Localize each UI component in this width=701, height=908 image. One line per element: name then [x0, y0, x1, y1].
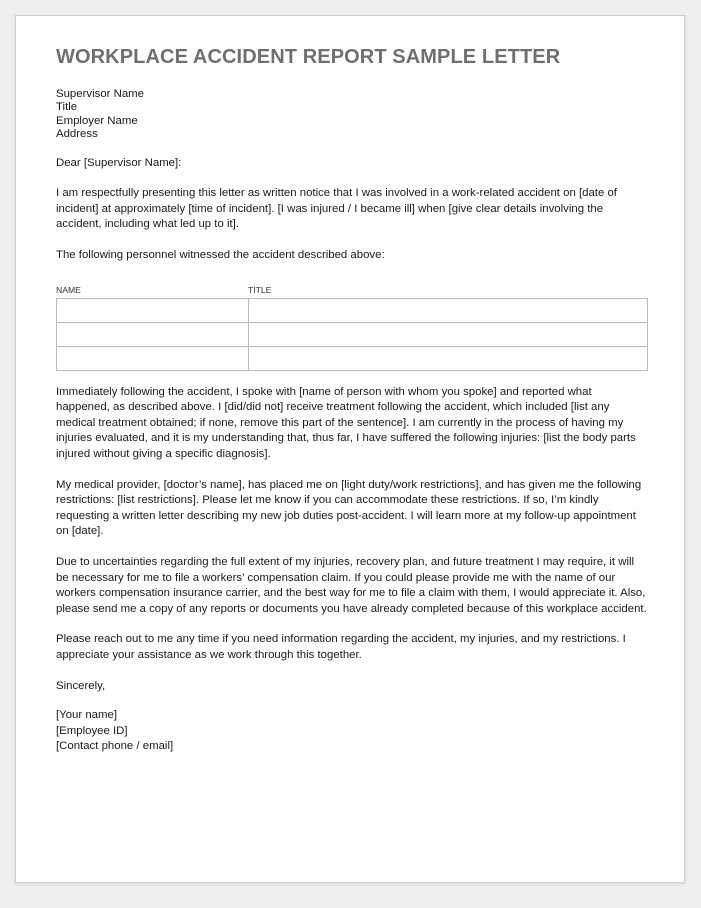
table-row	[57, 322, 648, 346]
signature-contact: [Contact phone / email]	[56, 740, 174, 753]
document-page	[15, 15, 685, 883]
letter-title: WORKPLACE ACCIDENT REPORT SAMPLE LETTER	[56, 46, 561, 68]
witness-title-cell[interactable]	[249, 298, 648, 322]
address-line-employer-name: Employer Name	[56, 114, 138, 127]
address-line-supervisor-name: Supervisor Name	[56, 88, 144, 100]
witness-table	[56, 298, 648, 371]
paragraph-compensation: Due to uncertainties regarding the full extent of my injuries, recovery plan, and future treatment I may require, it will be necessary for me to file a workers’ compensation claim. If you could please provide me with the name of our workers compensation insurance carrier, and the best way for me to file a claim with them, I would appreciate it. Also, please send me a copy of any reports or documents you have already completed because of this workplace accident.	[56, 555, 647, 615]
witness-title-cell[interactable]	[249, 346, 648, 370]
paragraph-contact: Please reach out to me any time if you need information regarding the accident, my injuries, and my restrictions. I appreciate your assistance as we work through this together.	[56, 633, 626, 661]
greeting: Dear [Supervisor Name]:	[56, 156, 182, 169]
paragraph-notice: I am respectfully presenting this letter as written notice that I was involved in a work-related accident on [date of incident] at approximately [time of incident]. [I was injured / I became ill] when [give clear details involving the accident, including what led up to it].	[56, 187, 617, 231]
header-title: TITLE	[248, 284, 272, 295]
signature-employee-id: [Employee ID]	[56, 724, 128, 737]
witness-intro: The following personnel witnessed the accident described above:	[56, 249, 385, 261]
witness-name-cell[interactable]	[57, 298, 249, 322]
paragraph-restrictions: My medical provider, [doctor’s name], has placed me on [light duty/work restrictions], and has given me the following restrictions: [list restrictions]. Please let me know if you can accommodate these restrictions. If so, I’m kindly requesting a written letter describing my new job duties post-accident. I will learn more at my follow-up appointment on [date].	[56, 478, 642, 538]
header-name: NAME	[56, 284, 81, 295]
witness-title-cell[interactable]	[249, 322, 648, 346]
closing: Sincerely,	[56, 679, 106, 692]
witness-name-cell[interactable]	[57, 346, 249, 370]
signature-block	[56, 708, 648, 755]
address-line-title: Title	[56, 101, 78, 114]
paragraph-treatment: Immediately following the accident, I spoke with [name of person with whom you spoke] and reported what happened, as described above. I [did/did not] receive treatment following the accident, which included [list any medical treatment obtained; if none, remove this part of the sentence]. I am currently in the process of having my injuries evaluated, and it is my understanding that, thus far, I have suffered the following injuries: [list the body parts injured without giving a specific diagnosis].	[56, 385, 636, 460]
witness-name-cell[interactable]	[57, 322, 249, 346]
table-row	[57, 298, 648, 322]
table-row	[57, 346, 648, 370]
address-line-address: Address	[56, 128, 98, 141]
letter-content	[56, 46, 648, 755]
recipient-address	[56, 88, 648, 142]
signature-your-name: [Your name]	[56, 709, 118, 722]
witness-table-headers	[56, 282, 648, 296]
